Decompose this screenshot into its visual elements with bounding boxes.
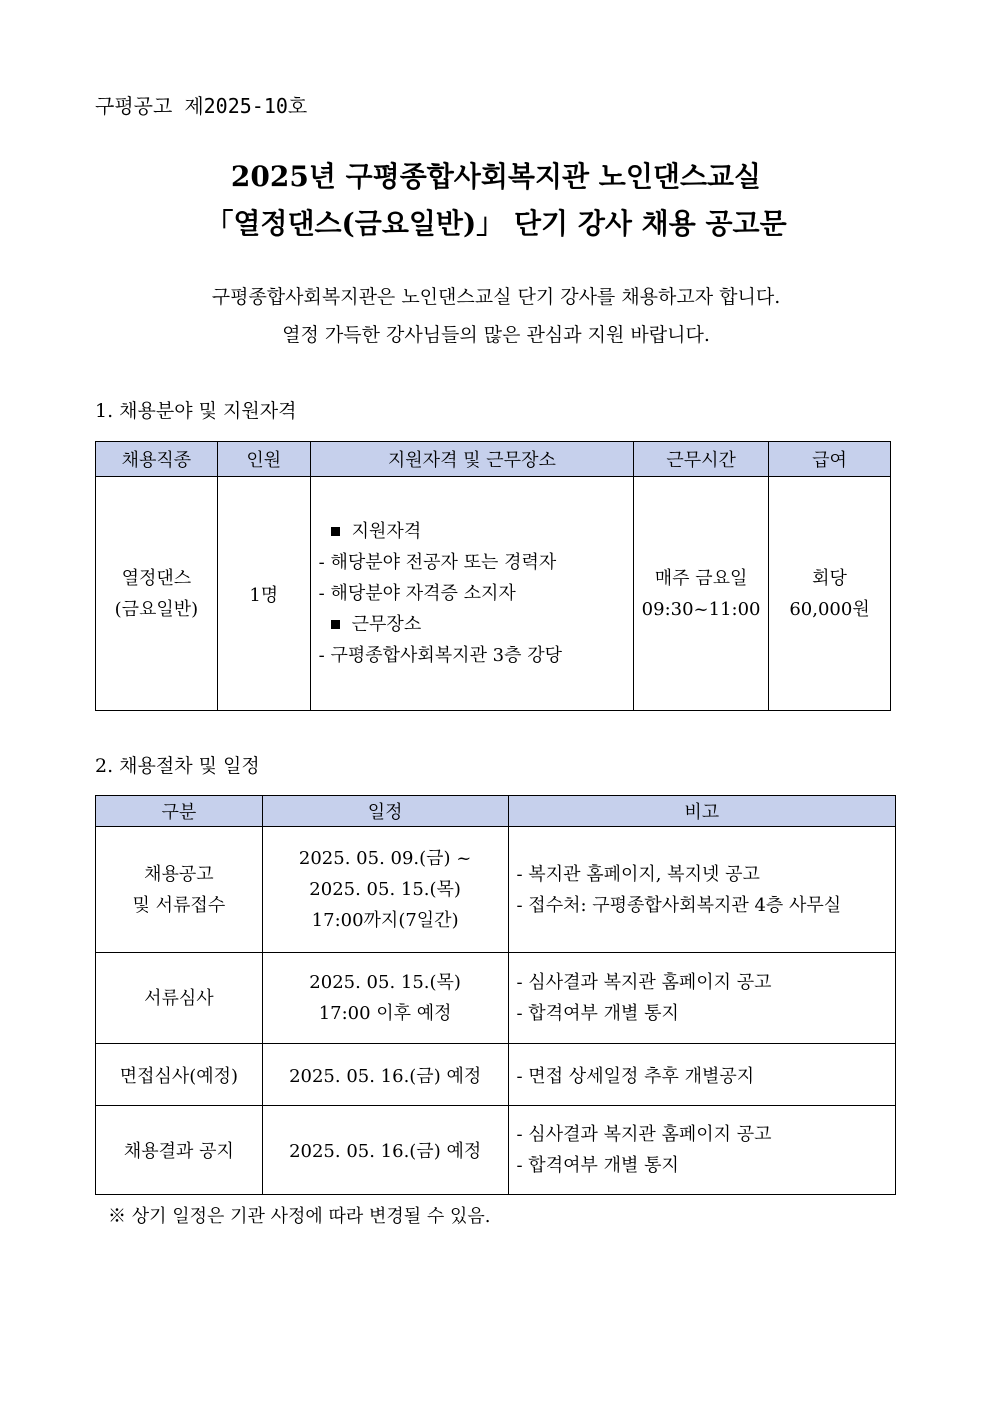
qual-item: - 해당분야 자격증 소지자 (318, 583, 516, 604)
remarks-line: - 합격여부 개별 통지 (516, 1003, 679, 1024)
category-cell: 채용결과 공지 (96, 1106, 263, 1195)
header-qualification: 지원자격 및 근무장소 (310, 442, 633, 477)
remarks-line: - 합격여부 개별 통지 (516, 1155, 679, 1176)
job-line1: 열정댄스 (121, 567, 192, 589)
hours-cell (634, 477, 769, 711)
header-count: 인원 (217, 442, 310, 477)
section2-heading: 2. 채용절차 및 일정 (95, 755, 260, 777)
remarks-cell (508, 1106, 896, 1195)
table-header-row (96, 796, 896, 827)
header-category: 구분 (96, 796, 263, 827)
table-row (96, 827, 896, 953)
table-header-row (96, 442, 891, 477)
pay-line1: 회당 (812, 567, 847, 589)
schedule-cell: 2025. 05. 16.(금) 예정 (262, 1044, 508, 1106)
schedule-line: 2025. 05. 15.(목) (309, 972, 461, 993)
remarks-cell (508, 953, 896, 1044)
remarks-cell (508, 827, 896, 953)
table-row (96, 1044, 896, 1106)
qualification-cell (310, 477, 633, 711)
schedule-cell (262, 953, 508, 1044)
remarks-line: - 심사결과 복지관 홈페이지 공고 (516, 1124, 772, 1145)
job-line2: (금요일반) (114, 598, 199, 620)
section1-heading: 1. 채용분야 및 지원자격 (95, 400, 297, 422)
intro-line2: 열정 가득한 강사님들의 많은 관심과 지원 바랍니다. (282, 324, 710, 346)
category-cell (96, 953, 263, 1044)
remarks-cell: - 면접 상세일정 추후 개별공지 (508, 1044, 896, 1106)
schedule-table (95, 795, 896, 1195)
intro-line1: 구평종합사회복지관은 노인댄스교실 단기 강사를 채용하고자 합니다. (211, 286, 781, 308)
page-title-line2: 「열정댄스(금요일반)」 단기 강사 채용 공고문 (205, 207, 787, 240)
remarks-line: - 접수처: 구평종합사회복지관 4층 사무실 (516, 894, 842, 916)
place-item: - 구평종합사회복지관 3층 강당 (318, 645, 563, 666)
category-cell: 면접심사(예정) (96, 1044, 263, 1106)
table-row (96, 953, 896, 1044)
qual-title: 지원자격 (351, 521, 422, 542)
header-pay: 급여 (769, 442, 891, 477)
schedule-line: 2025. 05. 09.(금) ~ (298, 848, 472, 869)
header-remarks: 비고 (508, 796, 896, 827)
pay-cell (769, 477, 891, 711)
header-hours: 근무시간 (634, 442, 769, 477)
table-row (96, 1106, 896, 1195)
category-line: 채용공고 (144, 863, 214, 885)
schedule-cell: 2025. 05. 16.(금) 예정 (262, 1106, 508, 1195)
page-title-line1: 2025년 구평종합사회복지관 노인댄스교실 (230, 160, 762, 193)
hours-line2: 09:30~11:00 (641, 598, 761, 620)
category-line: 및 서류접수 (132, 894, 226, 916)
schedule-line: 2025. 05. 15.(목) (309, 879, 461, 900)
schedule-line: 17:00 이후 예정 (318, 1003, 452, 1024)
schedule-note: ※ 상기 일정은 기관 사정에 따라 변경될 수 있음. (108, 1206, 491, 1227)
qual-item: - 해당분야 전공자 또는 경력자 (318, 552, 557, 573)
table-row (96, 477, 891, 711)
pay-line2: 60,000원 (789, 598, 870, 620)
place-title: 근무장소 (351, 614, 422, 635)
remarks-line: - 심사결과 복지관 홈페이지 공고 (516, 972, 772, 993)
schedule-cell (262, 827, 508, 953)
intro-paragraph (0, 278, 992, 354)
category-cell (96, 827, 263, 953)
count-cell: 1명 (217, 477, 310, 711)
qual-title-line (319, 516, 633, 547)
recruitment-table (95, 441, 891, 711)
notice-number: 구평공고 제2025-10호 (95, 94, 308, 118)
header-job: 채용직종 (96, 442, 218, 477)
category-line: 서류심사 (144, 987, 214, 1009)
hours-line1: 매주 금요일 (654, 567, 748, 589)
remarks-line: - 복지관 홈페이지, 복지넷 공고 (516, 863, 760, 885)
schedule-line: 17:00까지(7일간) (311, 910, 459, 931)
square-bullet-icon (331, 527, 340, 536)
place-title-line (319, 609, 633, 640)
job-cell (96, 477, 218, 711)
header-schedule: 일정 (262, 796, 508, 827)
square-bullet-icon (331, 620, 340, 629)
